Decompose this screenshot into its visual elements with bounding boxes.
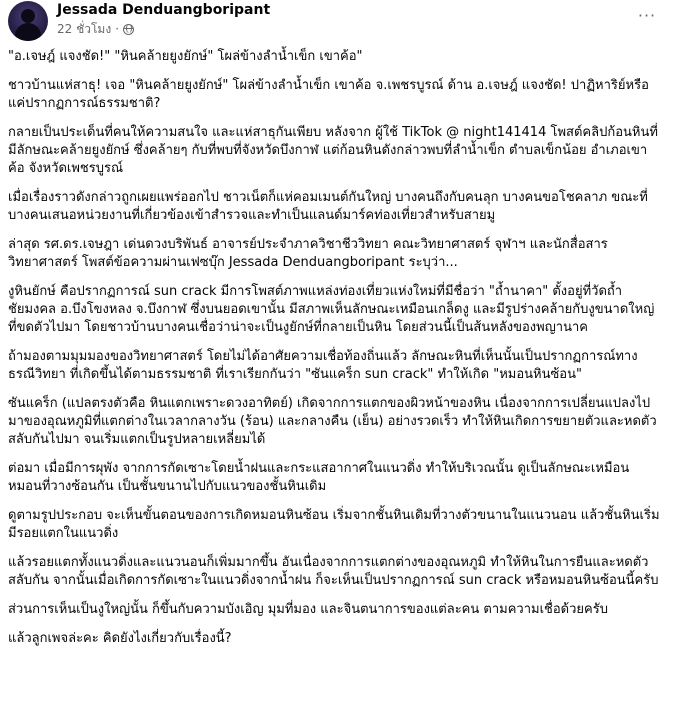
more-horizontal-icon: ···: [637, 5, 657, 25]
avatar-silhouette-head: [21, 9, 35, 23]
post-paragraph: เมื่อเรื่องราวดังกล่าวถูกเผยแพร่ออกไป ชาวเน็ตก็แห่คอมเมนต์กันใหญ่ บางคนถึงกับคนลุก บางคนขอโชคลาภ ขณะที่บางคนเสนอหน่วยงานที่เกี่ยวข้องเข้าสำรวจและทำเป็นแลนด์มาร์คท่องเที่ยวสำหรับสายมู: [8, 190, 648, 223]
post-paragraph: กลายเป็นประเด็นที่คนให้ความสนใจ และแห่สาธุกันเพียบ หลังจาก ผู้ใช้ TikTok @ night141414 โพสต์คลิปก้อนหินที่มีลักษณะคล้ายยูงยักษ์ ซึ่งคล้ายๆ กับที่พบที่จังหวัดบึงกาฬ แต่ก้อนหินดังกล่าวพบที่ลำน้ำเข็ก ตำบลเข็กน้อย อำเภอเขาค้อ จังหวัดเพชรบูรณ์: [8, 125, 658, 176]
post-timestamp-row: [57, 21, 270, 37]
post-paragraph: งูหินยักษ์ คือปรากฏการณ์ sun crack มีการโพสต์ภาพแหล่งท่องเที่ยวแห่งใหม่ที่มีชื่อว่า "ถ้ำนาคา" ตั้งอยู่ที่วัดถ้ำชัยมงคล อ.บึงโขงหลง จ.บึงกาฬ ซึ่งบนยอดเขานั้น มีสภาพเห็นลักษณะเหมือนเกล็ดงู และมีรูปร่างคล้ายกับงูขนาดใหญ่ที่ขดตัวไปมา โดยชาวบ้านบางคนเชื่อว่าน่าจะเป็นงูยักษ์ที่กลายเป็นหิน โดยส่วนนี้เป็นส้นหลังของพญานาค: [8, 284, 655, 335]
author-name[interactable]: Jessada Denduangboripant: [57, 2, 271, 18]
post-paragraph: ถ้ามองตามมุมมองของวิทยาศาสตร์ โดยไม่ได้อาศัยความเชื่อท้องถิ่นแล้ว ลักษณะหินที่เห็นนั้นเป็นปรากฏการณ์ทางธรณีวิทยา ที่เกิดขึ้นได้ตามธรรมชาติ ที่เราเรียกกันว่า "ซันแคร็ก sun crack" ทำให้เกิด "หมอนหินซ้อน": [8, 349, 638, 382]
post-paragraph: ต่อมา เมื่อมีการผุพัง จากการกัดเซาะโดยน้ำฝนและกระแสอากาศในแนวดิ่ง ทำให้บริเวณนั้น ดูเป็นลักษณะเหมือนหมอนที่วางซ้อนกัน เป็นชั้นขนานไปกับแนวของชั้นหินเดิม: [8, 461, 630, 494]
post-paragraph: "อ.เจษฎ์ แจงชัด!" "หินคล้ายยูงยักษ์" โผล่ข้างลำน้ำเข็ก เขาค้อ": [8, 49, 363, 64]
post-meta: [57, 1, 270, 37]
post-paragraph: ล่าสุด รศ.ดร.เจษฎา เด่นดวงบริพันธ์ อาจารย์ประจำภาควิชาชีววิทยา คณะวิทยาศาสตร์ จุฬาฯ และนักสื่อสารวิทยาศาสตร์ โพสต์ข้อความผ่านเฟซบุ๊ก Jessada Denduangboripant ระบุว่า...: [8, 237, 608, 270]
separator-dot: ·: [115, 22, 120, 36]
post-paragraph: ส่วนการเห็นเป็นงูใหญ่นั้น ก็ขึ้นกับความบังเอิญ มุมที่มอง และจินตนาการของแต่ละคน ตามความเชื่อด้วยครับ: [8, 602, 608, 617]
post-paragraph: ดูตามรูปประกอบ จะเห็นขั้นตอนของการเกิดหมอนหินซ้อน เริ่มจากชั้นหินเดิมที่วางตัวขนานในแนวนอน แล้วชั้นหินเริ่มมีรอยแตกในแนวดิ่ง: [8, 508, 660, 541]
post-body: [8, 48, 662, 648]
post-paragraph: แล้วรอยแตกทั้งแนวดิ่งและแนวนอนก็เพิ่มมากขึ้น อันเนื่องจากการแตกต่างของอุณหภูมิ ทำให้หินในการยืนและหดตัวสลับกัน จากนั้นเมื่อเกิดการกัดเซาะในแนวดิ่งจากน้ำฝน ก็จะเห็นเป็นปรากฏการณ์ sun crack หรือหมอนหินซ้อนนี้ครับ: [8, 555, 659, 588]
avatar-silhouette-body: [15, 23, 41, 41]
more-options-button[interactable]: [632, 4, 662, 26]
post-header: [8, 0, 662, 46]
post-paragraph: แล้วลูกเพจล่ะคะ คิดยังไงเกี่ยวกับเรื่องนี้?: [8, 631, 232, 646]
post-paragraph: ชาวบ้านแห่สาธุ! เจอ "หินคล้ายยูงยักษ์" โผล่ข้างลำน้ำเข็ก เขาค้อ จ.เพชรบูรณ์ ด้าน อ.เจษฎ์ แจงชัด! ปาฏิหาริย์หรือแค่ปรากฏการณ์ธรรมชาติ?: [8, 78, 649, 111]
post-time[interactable]: 22 ชั่วโมง: [57, 22, 112, 36]
post-paragraph: ซันแคร็ก (แปลตรงตัวคือ หินแตกเพราะดวงอาทิตย์) เกิดจากการแตกของผิวหน้าของหิน เนื่องจากการเปลี่ยนแปลงไปมาของอุณหภูมิที่แตกต่างในเวลากลางวัน (ร้อน) และกลางคืน (เย็น) อย่างรวดเร็ว ทำให้หินเกิดการขยายตัวและหดตัวสลับกันไปมา จนเริ่มแตกเป็นรูปหลายเหลี่ยมได้: [8, 396, 657, 447]
author-avatar[interactable]: [8, 1, 48, 41]
globe-icon[interactable]: [123, 24, 134, 35]
